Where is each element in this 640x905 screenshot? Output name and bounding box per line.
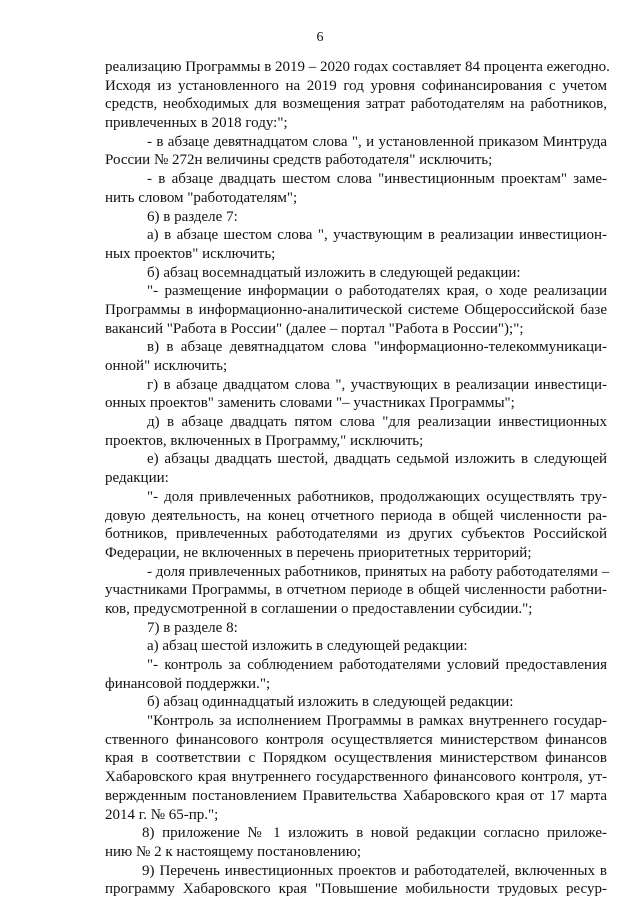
text-line: онных проектов" заменить словами "– участниках Программы";	[105, 395, 515, 412]
text-line: проектов, включенных в Программу," исключить;	[105, 432, 424, 449]
text-line: ственного финансового контроля осуществляется министерством финансов	[105, 731, 607, 748]
text-line: программу Хабаровского края "Повышение мобильности трудовых ресур-	[105, 881, 607, 898]
text-line: "- доля привлеченных работников, продолжающих осуществлять тру-	[147, 488, 607, 505]
document-body	[105, 58, 610, 899]
text-line: - в абзаце девятнадцатом слова ", и установленной приказом Минтруда	[147, 133, 607, 150]
text-line: б) абзац восемнадцатый изложить в следующей редакции:	[147, 264, 521, 281]
text-line: редакции:	[105, 470, 169, 487]
text-line: реализацию Программы в 2019 – 2020 годах составляет 84 процента ежегодно.	[105, 59, 610, 75]
text-line: Хабаровского края внутреннего государственного финансового контроля, ут-	[105, 769, 607, 786]
text-line: финансовой поддержки.";	[105, 675, 271, 692]
text-line: ных проектов" исключить;	[105, 245, 276, 262]
text-line: довую деятельность, на конец отчетного периода в общей численности ра-	[105, 507, 607, 524]
text-line: Исходя из установленного на 2019 год уровня софинансирования с учетом	[105, 77, 607, 94]
text-line: "Контроль за исполнением Программы в рамках внутреннего государ-	[147, 713, 607, 730]
text-line: 8) приложение № 1 изложить в новой редакции согласно приложе-	[142, 825, 607, 842]
text-line: 2014 г. № 65-пр.";	[105, 806, 219, 823]
text-line: участниками Программы, в отчетном периоде в общей численности работни-	[105, 582, 607, 599]
text-line: а) в абзаце шестом слова ", участвующим в реализации инвестицион-	[147, 227, 607, 244]
text-line: б) абзац одиннадцатый изложить в следующей редакции:	[147, 694, 514, 711]
text-line: вакансий "Работа в России" (далее – портал "Работа в России");";	[105, 320, 524, 337]
text-line: привлеченных в 2018 году:";	[105, 115, 288, 132]
text-line: нию № 2 к настоящему постановлению;	[105, 843, 362, 860]
text-line: 9) Перечень инвестиционных проектов и работодателей, включенных в	[142, 862, 607, 879]
text-line: средств, необходимых для возмещения затрат работодателям на работников,	[105, 96, 607, 113]
text-line: Программы в информационно-аналитической системе Общероссийской базе	[105, 301, 607, 318]
text-line: ботников, привлеченных работодателями из других субъектов Российской	[105, 526, 607, 543]
page-number: 6	[316, 30, 324, 45]
text-line: "- размещение информации о работодателях края, о ходе реализации	[147, 283, 607, 300]
text-line: - доля привлеченных работников, принятых на работу работодателями –	[147, 563, 610, 580]
text-line: России № 272н величины средств работодателя" исключить;	[105, 152, 493, 169]
text-line: а) абзац шестой изложить в следующей редакции:	[147, 638, 468, 655]
text-line: - в абзаце двадцать шестом слова "инвестиционным проектам" заме-	[147, 171, 607, 188]
text-line: онной" исключить;	[105, 358, 228, 374]
text-line: г) в абзаце двадцатом слова ", участвующих в реализации инвестици-	[147, 376, 607, 393]
text-line: 6) в разделе 7:	[147, 208, 238, 225]
text-line: 7) в разделе 8:	[147, 619, 238, 636]
text-line: Федерации, не включенных в перечень приоритетных территорий;	[105, 544, 532, 561]
text-line: в) в абзаце девятнадцатом слова "информационно-телекоммуникаци-	[147, 339, 607, 356]
text-line: вержденным постановлением Правительства Хабаровского края от 17 марта	[105, 787, 607, 804]
text-line: края в соответствии с Порядком осуществления министерством финансов	[105, 750, 607, 767]
text-line: нить словом "работодателям";	[105, 189, 298, 206]
text-line: д) в абзаце двадцать пятом слова "для реализации инвестиционных	[147, 414, 607, 431]
text-line: ков, предусмотренной в соглашении о предоставлении субсидии.";	[105, 600, 533, 617]
text-line: "- контроль за соблюдением работодателями условий предоставления	[147, 657, 607, 673]
text-line: е) абзацы двадцать шестой, двадцать седьмой изложить в следующей	[147, 451, 607, 468]
